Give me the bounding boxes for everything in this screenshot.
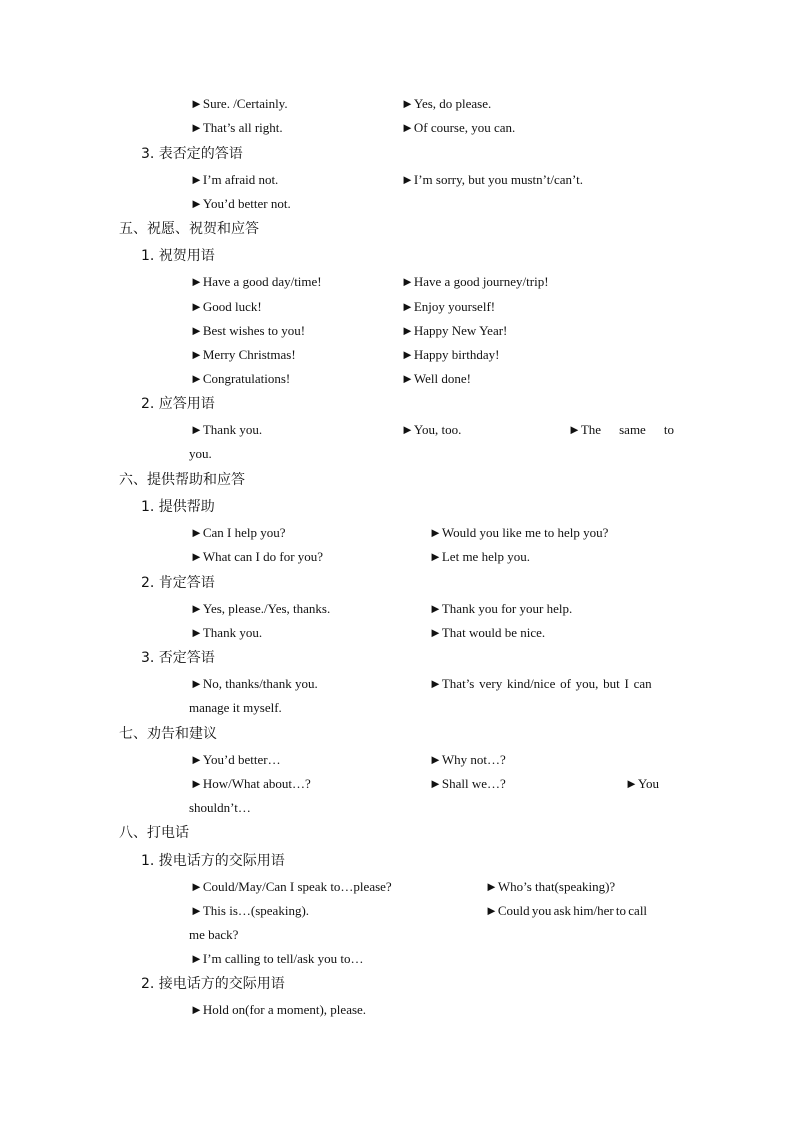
list-item: ►You’d better not. — [190, 196, 291, 211]
list-row — [0, 270, 794, 294]
list-item: ►I’m calling to tell/ask you to… — [190, 951, 364, 966]
list-item-continuation: you. — [189, 446, 212, 461]
list-item: ►Have a good day/time! — [190, 274, 322, 289]
subheading-text: 3. 表否定的答语 — [141, 146, 243, 162]
list-item: ►Well done! — [401, 371, 471, 386]
list-item: ►You, too. — [401, 422, 462, 437]
list-item: ►That would be nice. — [429, 625, 546, 640]
list-item: ►No, thanks/thank you. — [190, 676, 318, 691]
list-row-continuation — [0, 442, 794, 466]
list-row — [0, 947, 794, 971]
list-item: ►Thank you. — [190, 625, 263, 640]
list-item: ►Hold on(for a moment), please. — [190, 1002, 367, 1017]
subheading — [0, 571, 794, 595]
list-item: ►Why not…? — [429, 752, 506, 767]
subheading-text: 1. 提供帮助 — [141, 499, 215, 515]
list-item: ►You’d better… — [190, 752, 281, 767]
list-row — [0, 92, 794, 116]
list-item: ►Best wishes to you! — [190, 323, 306, 338]
list-item: ►I’m afraid not. — [190, 172, 279, 187]
list-item: ►Would you like me to help you? — [429, 525, 609, 540]
section-heading-text: 七、劝告和建议 — [119, 726, 217, 742]
list-item: ►This is…(speaking). — [190, 903, 310, 918]
list-row-continuation — [0, 696, 794, 720]
list-item-continuation: manage it myself. — [189, 700, 282, 715]
list-item: ►Let me help you. — [429, 549, 530, 564]
list-item: ►Who’s that(speaking)? — [485, 879, 616, 894]
list-item: ►Enjoy yourself! — [401, 299, 496, 314]
section-heading — [0, 468, 794, 492]
list-item-continuation: me back? — [189, 927, 239, 942]
subheading — [0, 849, 794, 873]
list-item: ►Happy New Year! — [401, 323, 508, 338]
list-item: ►What can I do for you? — [190, 549, 324, 564]
list-item: ►How/What about…? — [190, 776, 311, 791]
list-row — [0, 998, 794, 1022]
list-row — [0, 367, 794, 391]
list-row-continuation — [0, 796, 794, 820]
list-item: ►Sure. /Certainly. — [190, 96, 288, 111]
list-row — [0, 875, 794, 899]
subheading-text: 1. 拨电话方的交际用语 — [141, 853, 285, 869]
list-row — [0, 621, 794, 645]
list-item: ►Happy birthday! — [401, 347, 500, 362]
list-row — [0, 343, 794, 367]
subheading-text: 2. 应答用语 — [141, 396, 215, 412]
list-row — [0, 418, 794, 442]
subheading — [0, 392, 794, 416]
subheading-text: 2. 肯定答语 — [141, 575, 215, 591]
list-row — [0, 597, 794, 621]
list-item: ►Of course, you can. — [401, 120, 516, 135]
list-row — [0, 192, 794, 216]
list-item-word: to — [663, 422, 674, 437]
list-item-word: ►The — [568, 422, 602, 437]
list-item: ►That’s very kind/nice of you, but I can — [429, 676, 652, 691]
list-item: ►You — [625, 776, 659, 791]
list-item: ►Could you ask him/her to call — [485, 903, 648, 918]
list-row — [0, 319, 794, 343]
list-item: ►Congratulations! — [190, 371, 291, 386]
list-item-continuation: shouldn’t… — [189, 800, 251, 815]
section-heading — [0, 722, 794, 746]
subheading-text: 2. 接电话方的交际用语 — [141, 976, 285, 992]
list-item: ►Shall we…? — [429, 776, 506, 791]
list-row — [0, 772, 794, 796]
list-item: ►I’m sorry, but you mustn’t/can’t. — [401, 172, 583, 187]
list-row — [0, 899, 794, 923]
list-row — [0, 295, 794, 319]
subheading — [0, 972, 794, 996]
list-item: ►Merry Christmas! — [190, 347, 296, 362]
subheading-text: 1. 祝贺用语 — [141, 248, 215, 264]
list-row — [0, 672, 794, 696]
subheading — [0, 646, 794, 670]
section-heading-text: 五、祝愿、祝贺和应答 — [119, 221, 259, 237]
list-item: ►Thank you. — [190, 422, 263, 437]
subheading — [0, 142, 794, 166]
list-row — [0, 545, 794, 569]
list-row — [0, 748, 794, 772]
list-item: ►Yes, please./Yes, thanks. — [190, 601, 331, 616]
list-item: ►Could/May/Can I speak to…please? — [190, 879, 392, 894]
list-row-continuation — [0, 923, 794, 947]
section-heading — [0, 821, 794, 845]
subheading-text: 3. 否定答语 — [141, 650, 215, 666]
list-item: ►That’s all right. — [190, 120, 283, 135]
section-heading-text: 六、提供帮助和应答 — [119, 472, 245, 488]
section-heading — [0, 217, 794, 241]
subheading — [0, 495, 794, 519]
list-item: ►Thank you for your help. — [429, 601, 573, 616]
section-heading-text: 八、打电话 — [119, 825, 189, 841]
list-row — [0, 168, 794, 192]
list-item-word: same — [619, 422, 646, 437]
list-item: ►Have a good journey/trip! — [401, 274, 549, 289]
list-item: ►Yes, do please. — [401, 96, 492, 111]
list-row — [0, 521, 794, 545]
list-item: ►Can I help you? — [190, 525, 286, 540]
list-row — [0, 116, 794, 140]
subheading — [0, 244, 794, 268]
list-item — [568, 418, 674, 442]
list-item: ►Good luck! — [190, 299, 262, 314]
